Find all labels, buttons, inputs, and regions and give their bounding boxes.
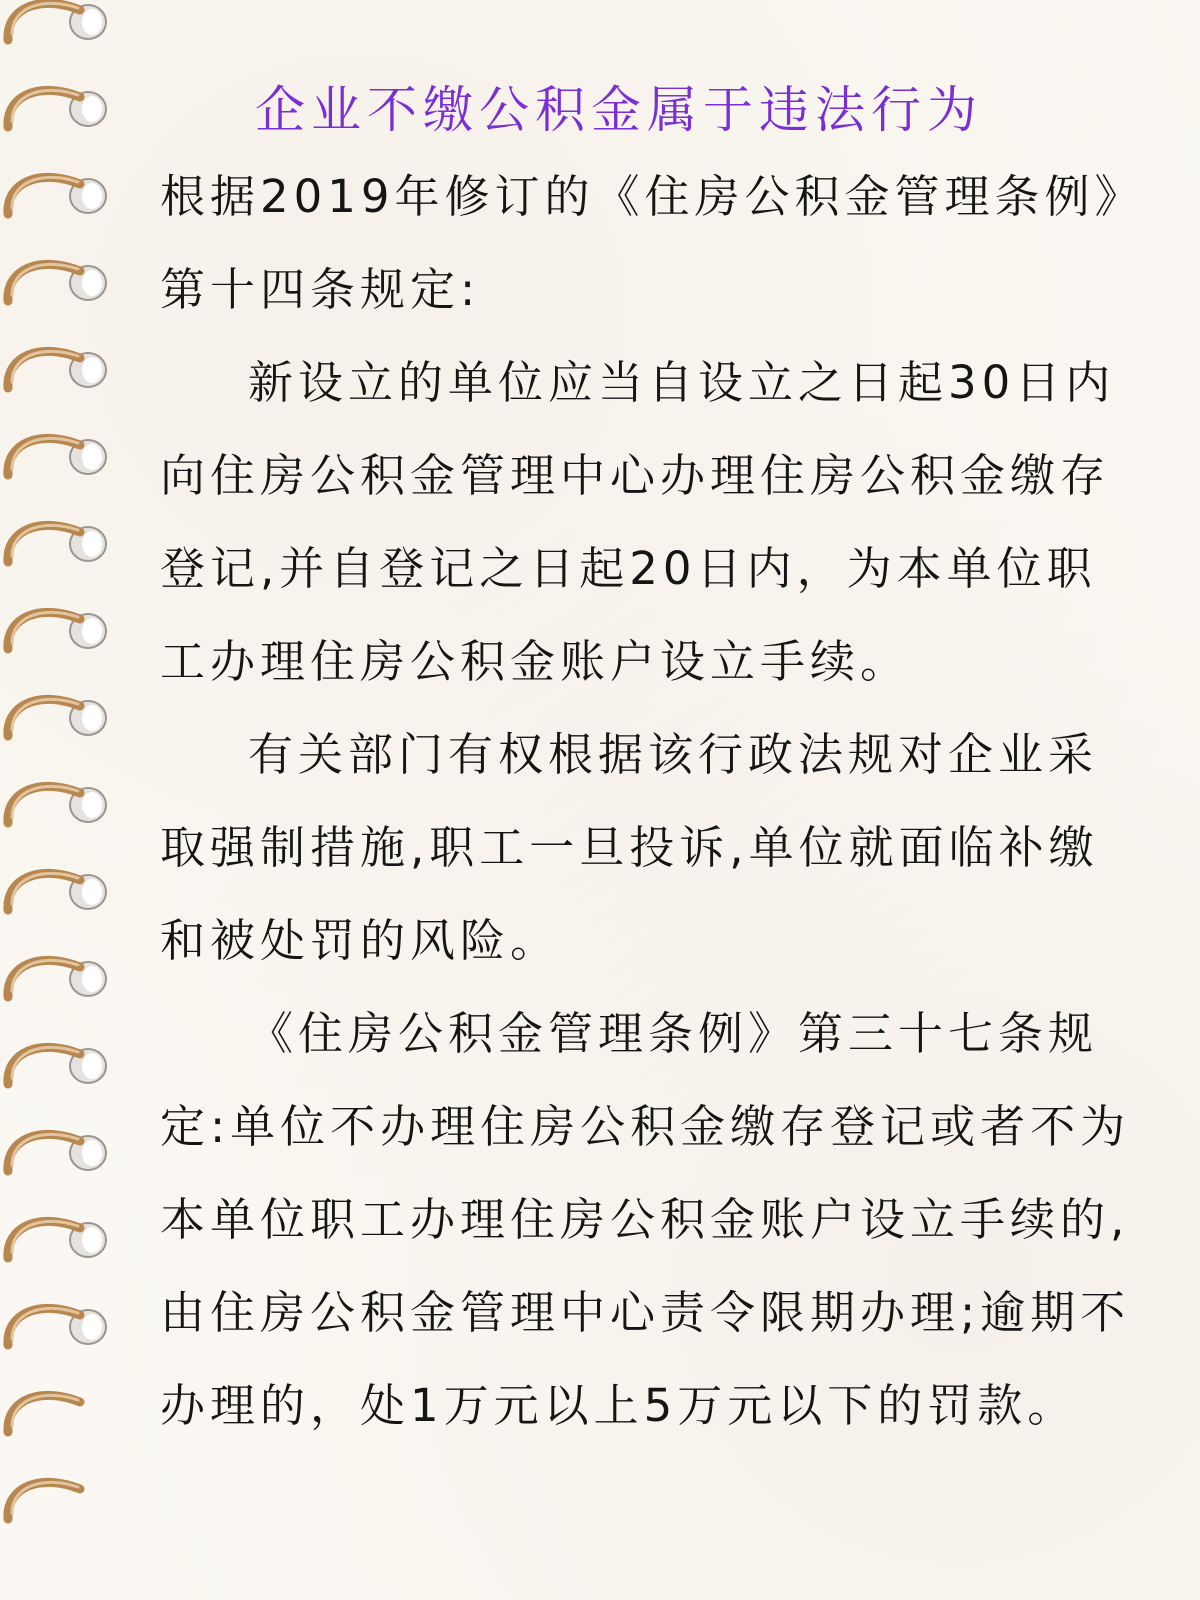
text-line: 和被处罚的风险。: [160, 914, 561, 967]
binding-ring-icon: [8, 264, 106, 301]
text-line: 办理的，处1万元以上5万元以下的罚款。: [160, 1379, 1078, 1432]
binding-ring-icon: [8, 1134, 106, 1171]
text-line: 根据2019年修订的《住房公积金管理条例》: [160, 170, 1145, 223]
text-line: 登记,并自登记之日起20日内，为本单位职: [160, 542, 1097, 595]
binding-ring-icon: [8, 438, 106, 475]
binding-ring-icon: [8, 177, 106, 214]
spiral-binding: [0, 0, 130, 1600]
binding-ring-icon: [8, 786, 106, 823]
binding-ring-icon: [8, 351, 106, 388]
text-line: 定:单位不办理住房公积金缴存登记或者不为: [160, 1100, 1131, 1153]
text-line: 向住房公积金管理中心办理住房公积金缴存: [160, 449, 1111, 502]
binding-ring-icon: [8, 1047, 106, 1084]
binding-ring-icon: [8, 1395, 80, 1432]
text-line: 取强制措施,职工一旦投诉,单位就面临补缴: [160, 821, 1099, 874]
text-line: 工办理住房公积金账户设立手续。: [160, 635, 911, 688]
binding-ring-icon: [8, 3, 106, 40]
text-line: 第十四条规定:: [160, 263, 481, 316]
binding-ring-icon: [8, 1221, 106, 1258]
binding-ring-icon: [8, 612, 106, 649]
text-line: 有关部门有权根据该行政法规对企业采: [248, 728, 1099, 781]
binding-ring-icon: [8, 1308, 106, 1345]
binding-ring-icon: [8, 699, 106, 736]
text-line: 本单位职工办理住房公积金账户设立手续的,: [160, 1193, 1130, 1246]
binding-ring-icon: [8, 960, 106, 997]
text-line: 《住房公积金管理条例》第三十七条规: [248, 1007, 1099, 1060]
binding-ring-icon: [8, 873, 106, 910]
binding-ring-icon: [8, 1482, 80, 1519]
text-line: 新设立的单位应当自设立之日起30日内: [248, 356, 1116, 409]
page-title: 企业不缴公积金属于违法行为: [255, 81, 983, 139]
binding-ring-icon: [8, 525, 106, 562]
text-line: 由住房公积金管理中心责令限期办理;逾期不: [160, 1286, 1131, 1339]
document-body: [160, 150, 1160, 1452]
binding-ring-icon: [8, 90, 106, 127]
